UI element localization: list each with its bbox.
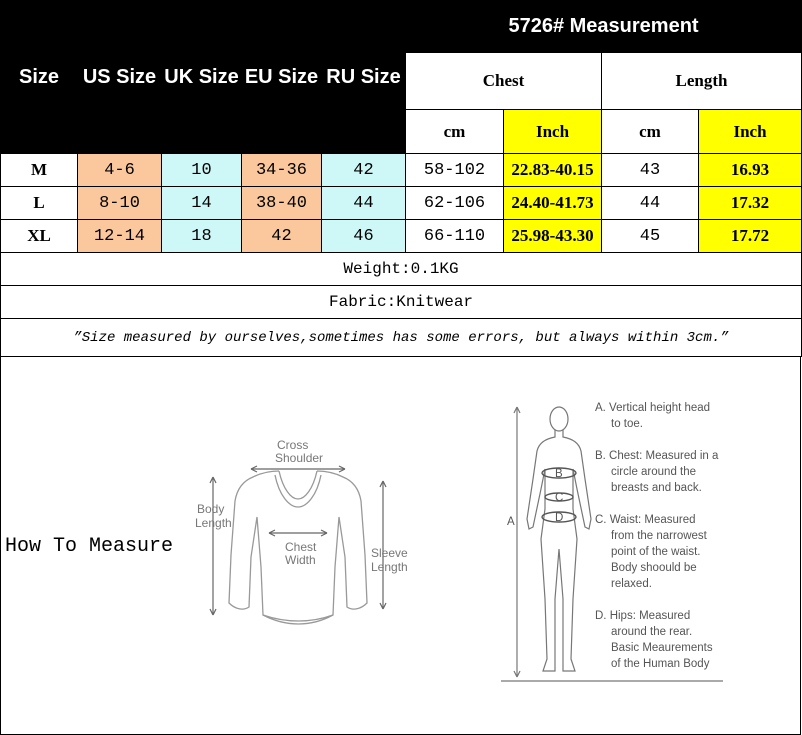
- chest-width-label-1: Chest: [285, 540, 317, 554]
- note-b-line2: circle around the: [611, 466, 697, 478]
- chest-cm-cell: 58-102: [406, 154, 504, 187]
- ru-size-cell: 44: [322, 187, 406, 220]
- length-cm-cell: 44: [602, 187, 699, 220]
- header-chest-inch: Inch: [504, 110, 602, 154]
- length-inch-cell: 17.32: [699, 187, 802, 220]
- uk-size-cell: 10: [162, 154, 242, 187]
- header-length-cm: cm: [602, 110, 699, 154]
- chest-cm-cell: 62-106: [406, 187, 504, 220]
- chest-inch-cell: 22.83-40.15: [504, 154, 602, 187]
- note-d-line1: D. Hips: Measured: [595, 610, 691, 622]
- body-diagram: [507, 399, 751, 689]
- header-uk-size: UK Size: [162, 1, 242, 154]
- header-chest-cm: cm: [406, 110, 504, 154]
- note-d-line3: Basic Meaurements: [611, 642, 713, 654]
- measurement-title: 5726# Measurement: [406, 1, 802, 53]
- header-length-inch: Inch: [699, 110, 802, 154]
- us-size-cell: 4-6: [78, 154, 162, 187]
- uk-size-cell: 14: [162, 187, 242, 220]
- chest-inch-cell: 24.40-41.73: [504, 187, 602, 220]
- header-size: Size: [1, 1, 78, 154]
- fabric-row: Fabric:Knitwear: [1, 286, 802, 319]
- note-c-line2: from the narrowest: [611, 530, 707, 542]
- chest-cm-cell: 66-110: [406, 220, 504, 253]
- body-letter-a: A: [507, 516, 515, 528]
- header-us-size: US Size: [78, 1, 162, 154]
- uk-size-cell: 18: [162, 220, 242, 253]
- how-to-measure-section: [0, 357, 801, 735]
- sweater-diagram: [191, 437, 421, 627]
- size-chart-table: [0, 0, 802, 357]
- length-inch-cell: 16.93: [699, 154, 802, 187]
- us-size-cell: 12-14: [78, 220, 162, 253]
- body-letter-c: C: [555, 492, 564, 504]
- header-eu-size: EU Size: [242, 1, 322, 154]
- note-c-line1: C. Waist: Measured: [595, 514, 696, 526]
- chest-width-label-2: Width: [285, 553, 316, 567]
- note-c-line5: relaxed.: [611, 578, 652, 590]
- note-d-line2: around the rear.: [611, 626, 693, 638]
- note-b-line1: B. Chest: Measured in a: [595, 450, 719, 462]
- length-cm-cell: 43: [602, 154, 699, 187]
- length-cm-cell: 45: [602, 220, 699, 253]
- ru-size-cell: 46: [322, 220, 406, 253]
- size-cell: L: [1, 187, 78, 220]
- length-inch-cell: 17.72: [699, 220, 802, 253]
- table-row: [1, 220, 802, 253]
- note-c-line4: Body shoould be: [611, 562, 697, 574]
- sleeve-length-label-2: Length: [371, 560, 408, 574]
- weight-row: Weight:0.1KG: [1, 253, 802, 286]
- size-cell: M: [1, 154, 78, 187]
- note-d-line4: of the Human Body: [611, 658, 710, 670]
- note-a-line2: to toe.: [611, 418, 643, 430]
- note-a-line1: A. Vertical height head: [595, 402, 711, 414]
- header-chest: Chest: [406, 53, 602, 110]
- ru-size-cell: 42: [322, 154, 406, 187]
- note-b-line3: breasts and back.: [611, 482, 702, 494]
- body-letter-b: B: [555, 468, 563, 480]
- sleeve-length-label-1: Sleeve: [371, 546, 408, 560]
- eu-size-cell: 34-36: [242, 154, 322, 187]
- cross-shoulder-label-2: Shoulder: [275, 451, 324, 465]
- eu-size-cell: 42: [242, 220, 322, 253]
- us-size-cell: 8-10: [78, 187, 162, 220]
- body-letter-d: D: [555, 512, 564, 524]
- table-row: [1, 154, 802, 187]
- header-ru-size: RU Size: [322, 1, 406, 154]
- size-cell: XL: [1, 220, 78, 253]
- eu-size-cell: 38-40: [242, 187, 322, 220]
- cross-shoulder-label-1: Cross: [277, 438, 309, 452]
- body-length-label-2: Length: [195, 516, 232, 530]
- how-to-measure-title: How To Measure: [5, 535, 174, 558]
- chest-inch-cell: 25.98-43.30: [504, 220, 602, 253]
- measurement-note: ”Size measured by ourselves,sometimes has some errors, but always within 3cm.”: [1, 319, 802, 357]
- body-length-label-1: Body: [197, 502, 225, 516]
- header-length: Length: [602, 53, 802, 110]
- note-c-line3: point of the waist.: [611, 546, 701, 558]
- table-row: [1, 187, 802, 220]
